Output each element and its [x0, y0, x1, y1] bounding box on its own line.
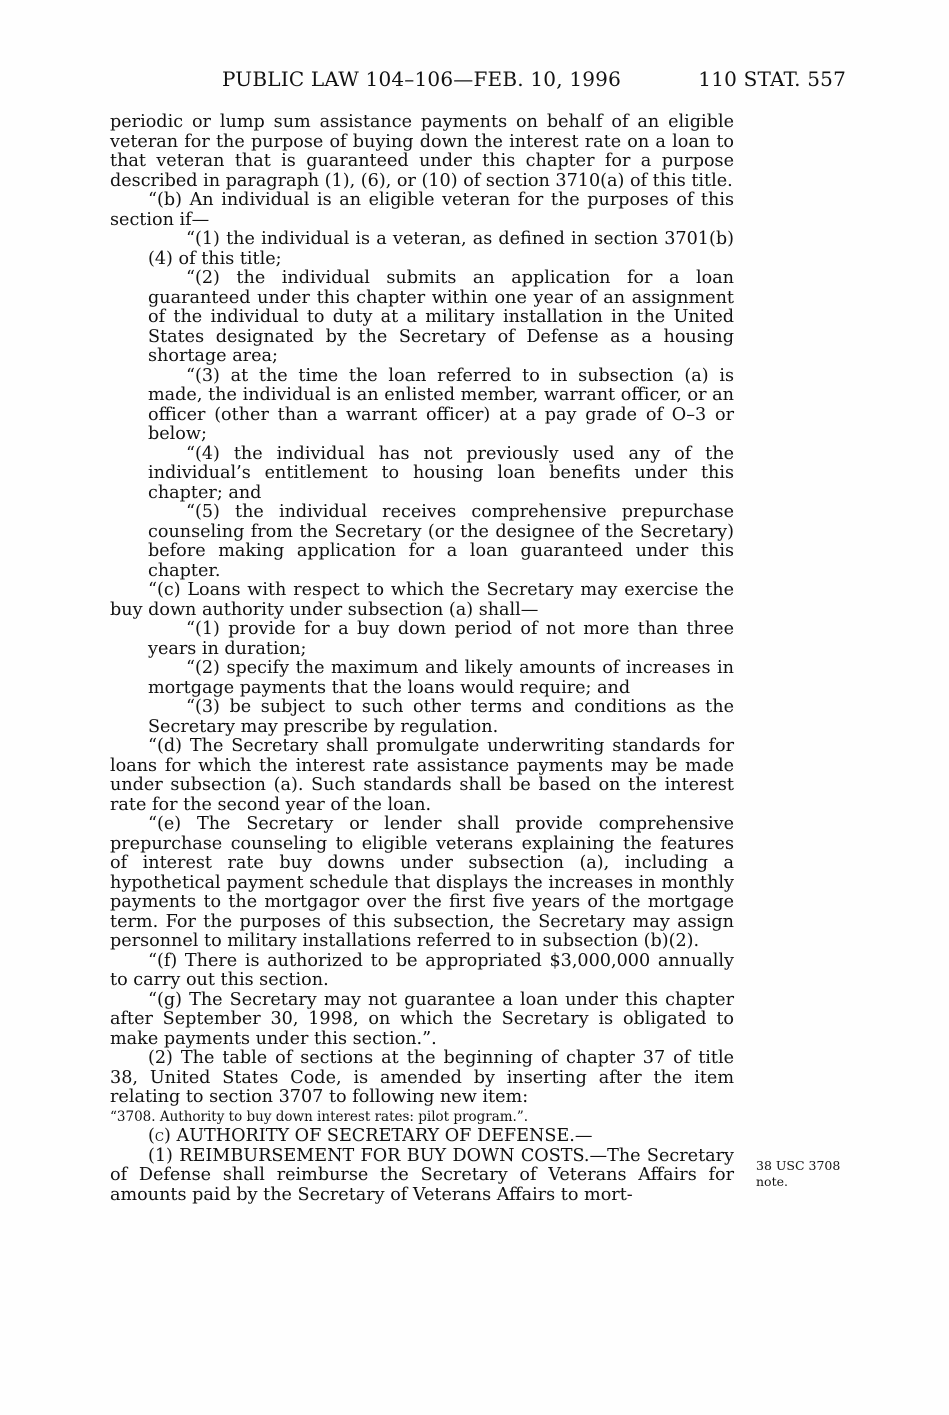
paragraph-b-3: “(3) at the time the loan referred to in subsection (a) is made, the individual is an enlisted member, warrant officer, or an officer (other than a warrant officer) at a pay grade of O–3 or below; [148, 365, 734, 444]
paragraph-continuation: periodic or lump sum assistance payments on behalf of an eligible veteran for the purpose of buying down the interest rate on a loan to that veteran that is guaranteed under this chapter for a purpose described in paragraph (1), (6), or (10) of section 3710(a) of this title. [110, 112, 734, 191]
paragraph-c-3: “(3) be subject to such other terms and conditions as the Secretary may prescribe by regulation. [148, 697, 734, 737]
paragraph-d: “(d) The Secretary shall promulgate underwriting standards for loans for which the interest rate assistance payments may be made under subsection (a). Such standards shall be based on the interest rate for the second year of the loan. [110, 736, 734, 815]
paragraph-2-table-amendment: (2) The table of sections at the beginning of chapter 37 of title 38, United States Code, is amended by inserting after the item relating to section 3707 to following new item: [110, 1048, 734, 1107]
document-body [110, 113, 734, 1205]
paragraph-c: “(c) Loans with respect to which the Secretary may exercise the buy down authority under subsection (a) shall— [110, 580, 734, 620]
paragraph-e: “(e) The Secretary or lender shall provide comprehensive prepurchase counseling to eligible veterans explaining the features of interest rate buy downs under subsection (a), including a hypothetical payment schedule that displays the increases in monthly payments to the mortgagor over the first five years of the mortgage term. For the purposes of this subsection, the Secretary may assign personnel to military installations referred to in subsection (b)(2). [110, 814, 734, 951]
statute-page-number: 110 STAT. 557 [698, 67, 846, 91]
margin-note-label: note. [756, 1174, 788, 1189]
paragraph-f: “(f) There is authorized to be appropriated $3,000,000 annually to carry out this section. [110, 950, 734, 990]
subsection-c-heading: (c) AUTHORITY OF SECRETARY OF DEFENSE.— [148, 1126, 593, 1146]
paragraph-b-4: “(4) the individual has not previously used any of the individual’s entitlement to housing loan benefits under this chapter; and [148, 443, 734, 503]
paragraph-c-1-reimbursement: (1) REIMBURSEMENT FOR BUY DOWN COSTS.—The Secretary of Defense shall reimburse the Secretary of Veterans Affairs for amounts paid by the Secretary of Veterans Affairs to mort- [110, 1145, 734, 1205]
paragraph-c-2: “(2) specify the maximum and likely amounts of increases in mortgage payments that the loans would require; and [148, 658, 734, 698]
paragraph-b-1: “(1) the individual is a veteran, as defined in section 3701(b)(4) of this title; [148, 229, 734, 269]
table-of-sections-item: “3708. Authority to buy down interest rates: pilot program.”. [110, 1108, 529, 1125]
margin-note [756, 1158, 866, 1190]
paragraph-c-1: “(1) provide for a buy down period of not more than three years in duration; [148, 619, 734, 659]
paragraph-b-5: “(5) the individual receives comprehensive prepurchase counseling from the Secretary (or the designee of the Secretary) before making application for a loan guaranteed under this chapter. [148, 502, 734, 581]
paragraph-g: “(g) The Secretary may not guarantee a loan under this chapter after September 30, 1998, on which the Secretary is obligated to make payments under this section.”. [110, 989, 734, 1049]
paragraph-b: “(b) An individual is an eligible veteran for the purposes of this section if— [110, 190, 734, 230]
page-header [110, 66, 846, 92]
public-law-title: PUBLIC LAW 104–106—FEB. 10, 1996 [222, 67, 622, 91]
paragraph-b-2: “(2) the individual submits an application for a loan guaranteed under this chapter within one year of an assignment of the individual to duty at a military installation in the United States designated by the Secretary of Defense as a housing shortage area; [148, 268, 734, 366]
margin-note-citation: 38 USC 3708 [756, 1158, 841, 1173]
